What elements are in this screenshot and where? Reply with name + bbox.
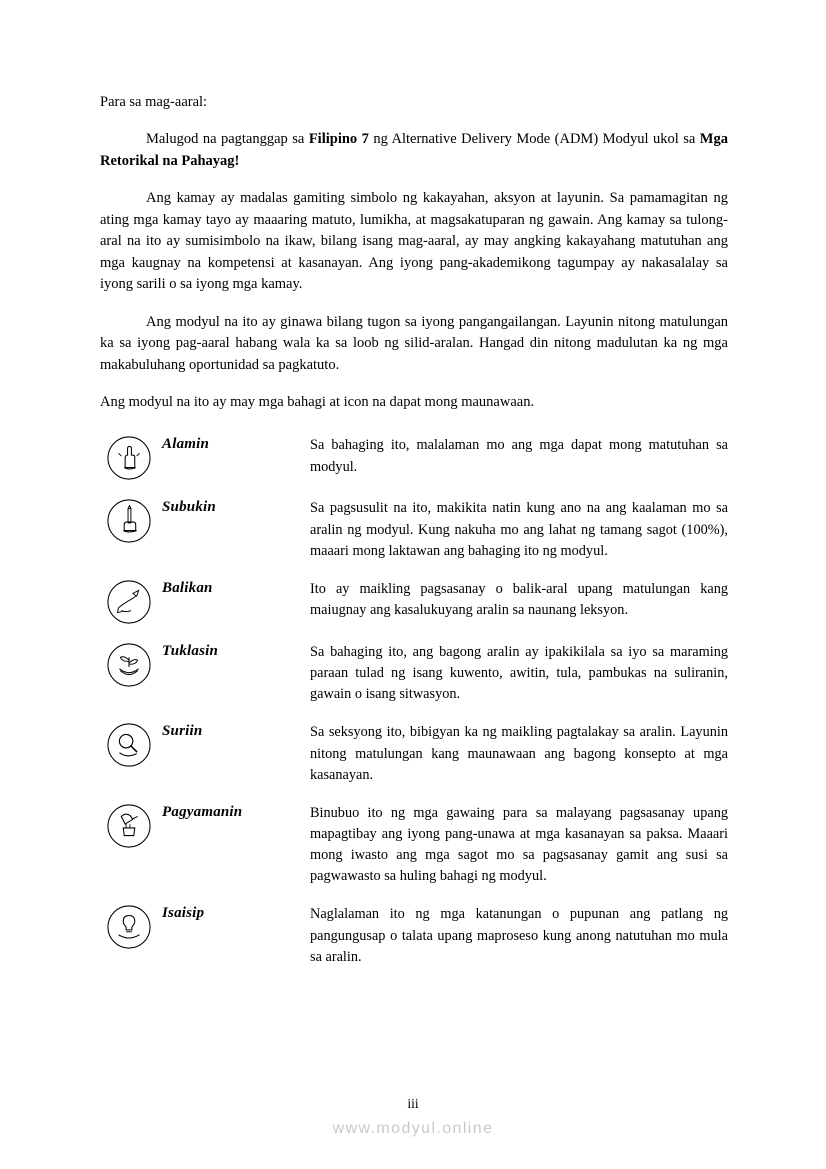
table-row	[100, 722, 728, 802]
hand-watering-icon	[106, 803, 152, 849]
section-label: Pagyamanin	[162, 803, 243, 820]
label-cell	[162, 803, 310, 905]
description-cell	[310, 642, 728, 722]
section-description: Sa seksyong ito, bibigyan ka ng maikling pagtalakay sa aralin. Layunin nitong matulungan kang maunawaan ang bagong konsepto at mga kasanayan.	[310, 724, 728, 783]
description-cell	[310, 803, 728, 905]
label-cell	[162, 498, 310, 578]
table-row	[100, 579, 728, 642]
description-cell	[310, 904, 728, 984]
icon-cell	[100, 803, 162, 905]
welcome-paragraph	[100, 129, 728, 172]
section-description: Naglalaman ito ng mga katanungan o pupunan ang patlang ng pangungusap o talata upang maproseso kung anong natutuhan mo mula sa aralin.	[310, 906, 728, 965]
table-row	[100, 803, 728, 905]
table-row	[100, 642, 728, 722]
section-description: Sa bahaging ito, malalaman mo ang mga dapat mong matutuhan sa modyul.	[310, 437, 728, 475]
hand-writing-icon	[106, 579, 152, 625]
description-cell	[310, 579, 728, 642]
description-cell	[310, 498, 728, 578]
section-description: Sa bahaging ito, ang bagong aralin ay ipakikilala sa iyo sa maraming paraan tulad ng isang kuwento, awitin, tula, pambukas na suliranin, gawain o isang sitwasyon.	[310, 643, 728, 703]
label-cell	[162, 579, 310, 642]
description-cell	[310, 722, 728, 802]
label-cell	[162, 642, 310, 722]
page-number: iii	[407, 1096, 419, 1111]
description-cell	[310, 435, 728, 498]
section-description: Binubuo ito ng mga gawaing para sa malayang pagsasanay upang mapagtibay ang iyong pang-unawa at mga kasanayan sa paksa. Maaari mong iwasto ang mga sagot mo sa pagsasanay gamit ang susi sa pagwawasto sa huling bahagi ng modyul.	[310, 804, 728, 885]
icon-legend-table	[100, 435, 728, 985]
welcome-middle: ng Alternative Delivery Mode (ADM) Modyul ukol sa	[368, 131, 700, 148]
page-content	[100, 92, 728, 985]
section-description: Ito ay maikling pagsasanay o balik-aral upang matulungan kang maiugnay ang kasalukuyang aralin sa naunang leksyon.	[310, 580, 728, 619]
icon-cell	[100, 904, 162, 984]
hand-plant-icon	[106, 642, 152, 688]
icons-intro: Ang modyul na ito ay may mga bahagi at icon na dapat mong maunawaan.	[100, 393, 535, 410]
icon-cell	[100, 435, 162, 498]
watermark: www.modyul.online	[332, 1120, 494, 1137]
label-cell	[162, 904, 310, 984]
section-description: Sa pagsusulit na ito, makikita natin kung ano na ang kaalaman mo sa aralin ng modyul. Kung nakuha mo ang lahat ng tamang sagot (100%), maaari mong laktawan ang bahaging ito ng modyul.	[310, 500, 728, 559]
section-label: Alamin	[162, 436, 210, 453]
table-row	[100, 904, 728, 984]
body-paragraph-2: Ang modyul na ito ay ginawa bilang tugon sa iyong pangangailangan. Layunin nitong matulungan ka sa iyong pag-aaral habang wala ka sa loob ng silid-aralan. Hangad din nitong madulutan ka ng mga makabuluhang oportunidad sa pagkatuto.	[100, 313, 728, 373]
section-label: Balikan	[162, 579, 213, 596]
label-cell	[162, 722, 310, 802]
table-row	[100, 498, 728, 578]
hand-pointing-icon	[106, 435, 152, 481]
section-label: Subukin	[162, 499, 216, 516]
section-label: Isaisip	[162, 905, 205, 922]
welcome-prefix: Malugod na pagtanggap sa	[146, 131, 309, 148]
hand-pencil-icon	[106, 498, 152, 544]
hand-magnifier-icon	[106, 722, 152, 768]
hand-lightbulb-icon	[106, 904, 152, 950]
table-row	[100, 435, 728, 498]
body-paragraph-1: Ang kamay ay madalas gamiting simbolo ng kakayahan, aksyon at layunin. Sa pamamagitan ng ating mga kamay tayo ay maaaring matuto, lumikha, at magsakatuparan ng gawain. Ang kamay sa tulong-aral na ito ay sumisimbolo na ikaw, bilang isang mag-aaral, ay may angking kakayahang matutuhan ang mga kaugnay na kompetensi at kasanayan. Ang iyong pang-akademikong tagumpay ay nakasalalay sa iyong sarili o sa iyong mga kamay.	[100, 190, 728, 293]
icon-cell	[100, 722, 162, 802]
icon-cell	[100, 642, 162, 722]
icon-cell	[100, 498, 162, 578]
section-label: Suriin	[162, 723, 203, 740]
section-label: Tuklasin	[162, 642, 219, 659]
welcome-subject: Filipino 7	[308, 131, 369, 148]
welcome-topic: Mga Retorikal na Pahayag!	[100, 131, 728, 169]
label-cell	[162, 435, 310, 498]
salutation: Para sa mag-aaral:	[100, 94, 208, 110]
icon-cell	[100, 579, 162, 642]
